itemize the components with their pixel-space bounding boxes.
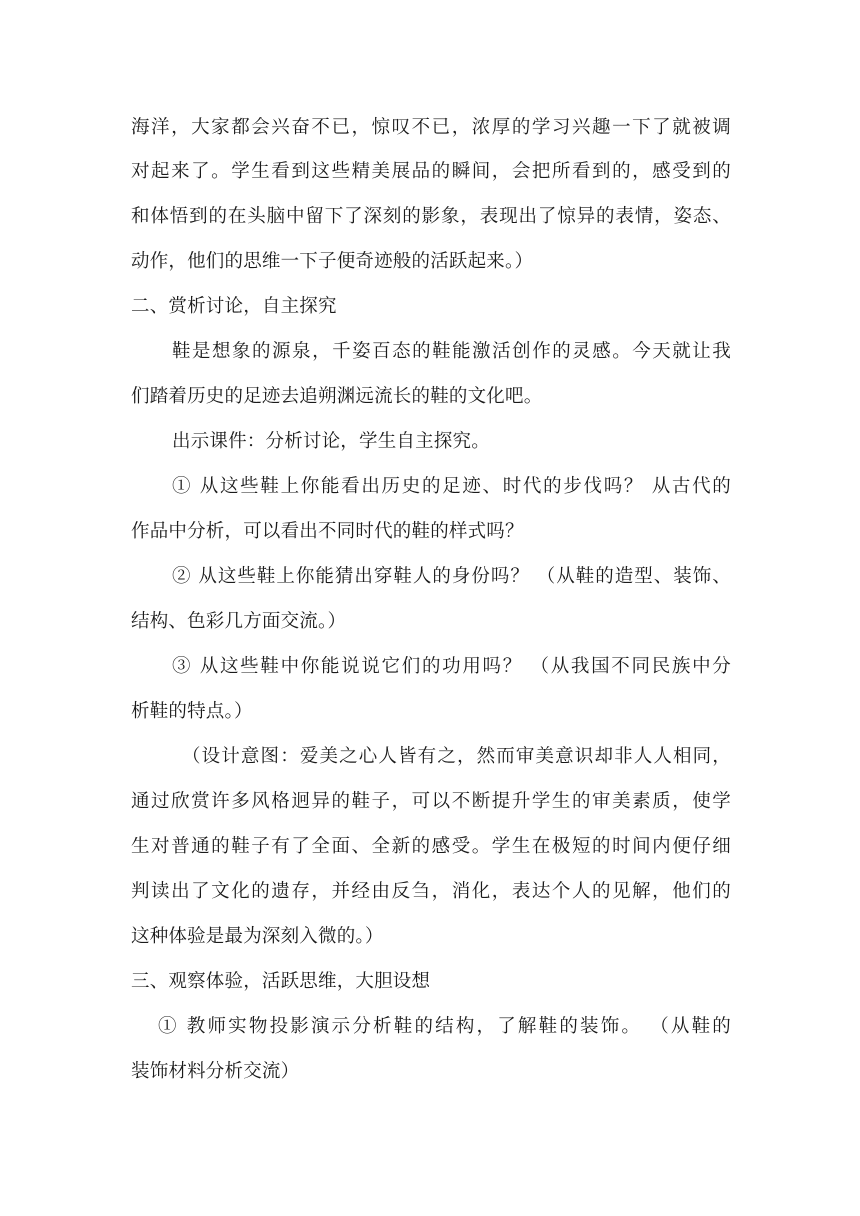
text-line: 和体悟到的在头脑中留下了深刻的影象，表现出了惊异的表情，姿态、 xyxy=(131,206,731,227)
text-line: 鞋是想象的源泉，千姿百态的鞋能激活创作的灵感。今天就让我 xyxy=(172,341,731,362)
text-line: 通过欣赏许多风格迥异的鞋子，可以不断提升学生的审美素质，使学 xyxy=(131,791,731,812)
text-line: 们踏着历史的足迹去追朔渊远流长的鞋的文化吧。 xyxy=(131,386,543,407)
text-line: 动作，他们的思维一下子便奇迹般的活跃起来。） xyxy=(131,251,534,272)
text-line: 装饰材料分析交流） xyxy=(131,1061,300,1082)
text-line: 结构、色彩几方面交流。） xyxy=(131,611,347,632)
text-line: 对起来了。学生看到这些精美展品的瞬间，会把所看到的，感受到的 xyxy=(131,161,731,182)
text-line: 作品中分析，可以看出不同时代的鞋的样式吗？ xyxy=(131,521,524,542)
section-heading: 二、赏析讨论，自主探究 xyxy=(131,296,337,317)
text-line: 析鞋的特点。） xyxy=(131,701,253,722)
text-line: 出示课件：分析讨论，学生自主探究。 xyxy=(172,431,490,452)
text-line: （设计意图：爱美之心人皆有之，然而审美意识却非人人相同， xyxy=(182,746,731,767)
list-item-line: ① 教师实物投影演示分析鞋的结构，了解鞋的装饰。 （从鞋的 xyxy=(158,1016,731,1037)
text-line: 生对普通的鞋子有了全面、全新的感受。学生在极短的时间内便仔细 xyxy=(131,836,731,857)
text-line: 这种体验是最为深刻入微的。） xyxy=(131,926,384,947)
text-line: 海洋，大家都会兴奋不已，惊叹不已，浓厚的学习兴趣一下了就被调 xyxy=(131,117,731,138)
text-line: 判读出了文化的遗存，并经由反刍，消化，表达个人的见解，他们的 xyxy=(131,881,731,902)
section-heading: 三、观察体验，活跃思维，大胆设想 xyxy=(131,971,431,992)
list-item-line: ① 从这些鞋上你能看出历史的足迹、时代的步伐吗？ 从古代的 xyxy=(172,476,731,497)
list-item-line: ② 从这些鞋上你能猜出穿鞋人的身份吗？ （从鞋的造型、装饰、 xyxy=(172,566,731,587)
list-item-line: ③ 从这些鞋中你能说说它们的功用吗？ （从我国不同民族中分 xyxy=(172,656,731,677)
